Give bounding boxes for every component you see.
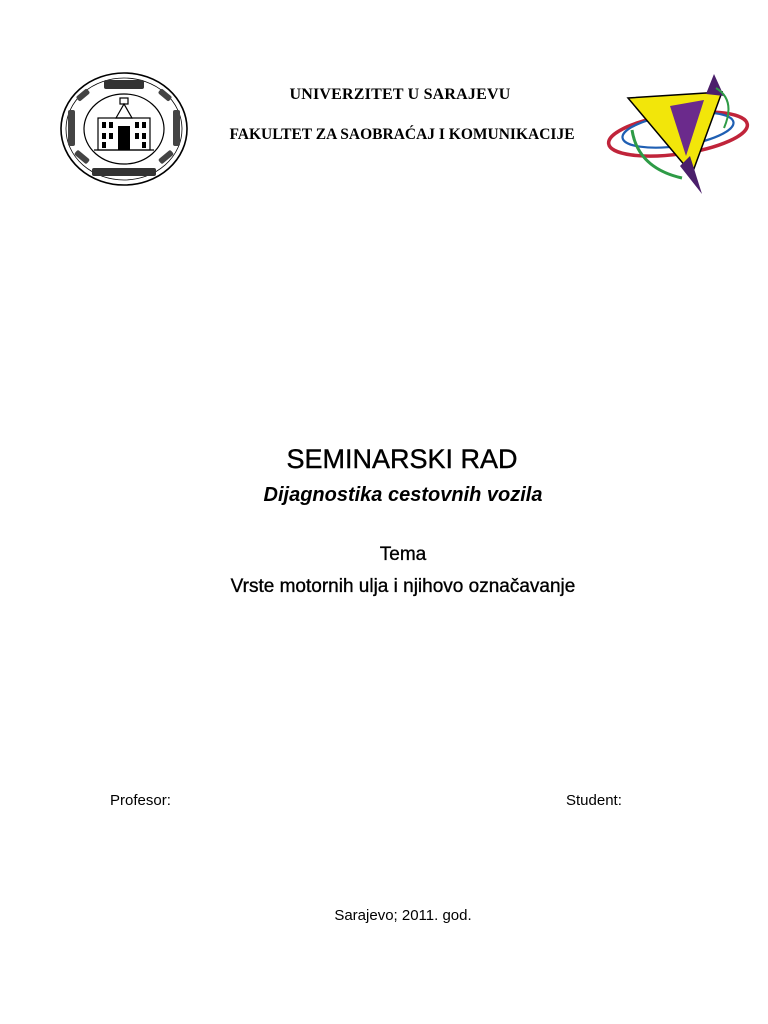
document-title: SEMINARSKI RAD — [286, 444, 518, 474]
university-seal-icon — [58, 70, 190, 188]
faculty-logo-icon — [606, 70, 756, 194]
topic-value: Vrste motornih ulja i njihovo označavanje — [230, 576, 576, 597]
topic-label: Tema — [379, 544, 427, 565]
student-label: Student: — [566, 792, 622, 809]
place-date: Sarajevo; 2011. god. — [334, 907, 472, 924]
course-subtitle: Dijagnostika cestovnih vozila — [263, 484, 543, 506]
university-name: UNIVERZITET U SARAJEVU — [289, 86, 511, 103]
profesor-label: Profesor: — [110, 792, 171, 809]
faculty-name: FAKULTET ZA SAOBRAĆAJ I KOMUNIKACIJE — [229, 126, 575, 143]
